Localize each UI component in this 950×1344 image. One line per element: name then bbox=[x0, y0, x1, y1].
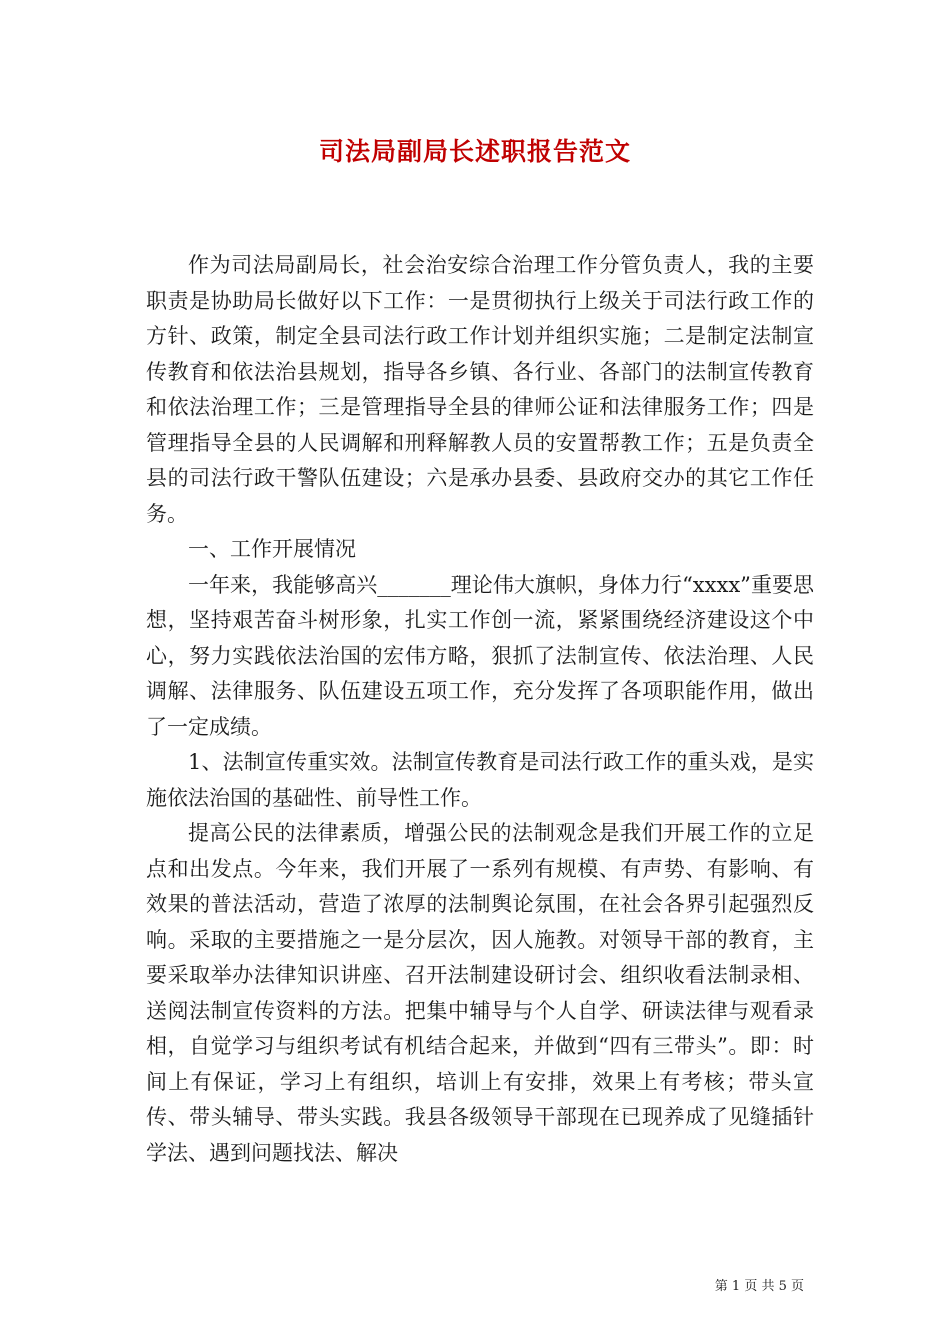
document-body bbox=[146, 248, 814, 1171]
section-heading-work-status: 一、工作开展情况 bbox=[188, 537, 356, 561]
document-title: 司法局副局长述职报告范文 bbox=[318, 137, 631, 166]
paragraph-legal-publicity: 1、法制宣传重实效。法制宣传教育是司法行政工作的重头戏，是实施依法治国的基础性、前导性工作。 bbox=[146, 750, 814, 810]
paragraph-citizen-legal-quality: 提高公民的法律素质，增强公民的法制观念是我们开展工作的立足点和出发点。今年来，我们开展了一系列有规模、有声势、有影响、有效果的普法活动，营造了浓厚的法制舆论氛围，在社会各界引起强烈反响。采取的主要措施之一是分层次，因人施教。对领导干部的教育，主要采取举办法律知识讲座、召开法制建设研讨会、组织收看法制录相、送阅法制宣传资料的方法。把集中辅导与个人自学、研读法律与观看录相，自觉学习与组织考试有机结合起来，并做到“四有三带头”。即：时间上有保证，学习上有组织，培训上有安排，效果上有考核；带头宣传、带头辅导、带头实践。我县各级领导干部现在已现养成了见缝插针学法、遇到问题找法、解决 bbox=[146, 821, 814, 1165]
paragraph-yearly-summary: 一年来，我能够高兴_______理论伟大旗帜，身体力行“xxxx”重要思想，坚持艰苦奋斗树形象，扎实工作创一流，紧紧围绕经济建设这个中心，努力实践依法治国的宏伟方略，狠抓了法制宣传、依法治理、人民调解、法律服务、队伍建设五项工作，充分发挥了各项职能作用，做出了一定成绩。 bbox=[146, 572, 814, 739]
page-number: 第 1 页 共 5 页 bbox=[714, 1279, 804, 1294]
paragraph-duties: 作为司法局副局长，社会治安综合治理工作分管负责人，我的主要职责是协助局长做好以下工作：一是贯彻执行上级关于司法行政工作的方针、政策，制定全县司法行政工作计划并组织实施；二是制定法制宣传教育和依法治县规划，指导各乡镇、各行业、各部门的法制宣传教育和依法治理工作；三是管理指导全县的律师公证和法律服务工作；四是管理指导全县的人民调解和刑释解教人员的安置帮教工作；五是负责全县的司法行政干警队伍建设；六是承办县委、县政府交办的其它工作任务。 bbox=[146, 253, 814, 526]
